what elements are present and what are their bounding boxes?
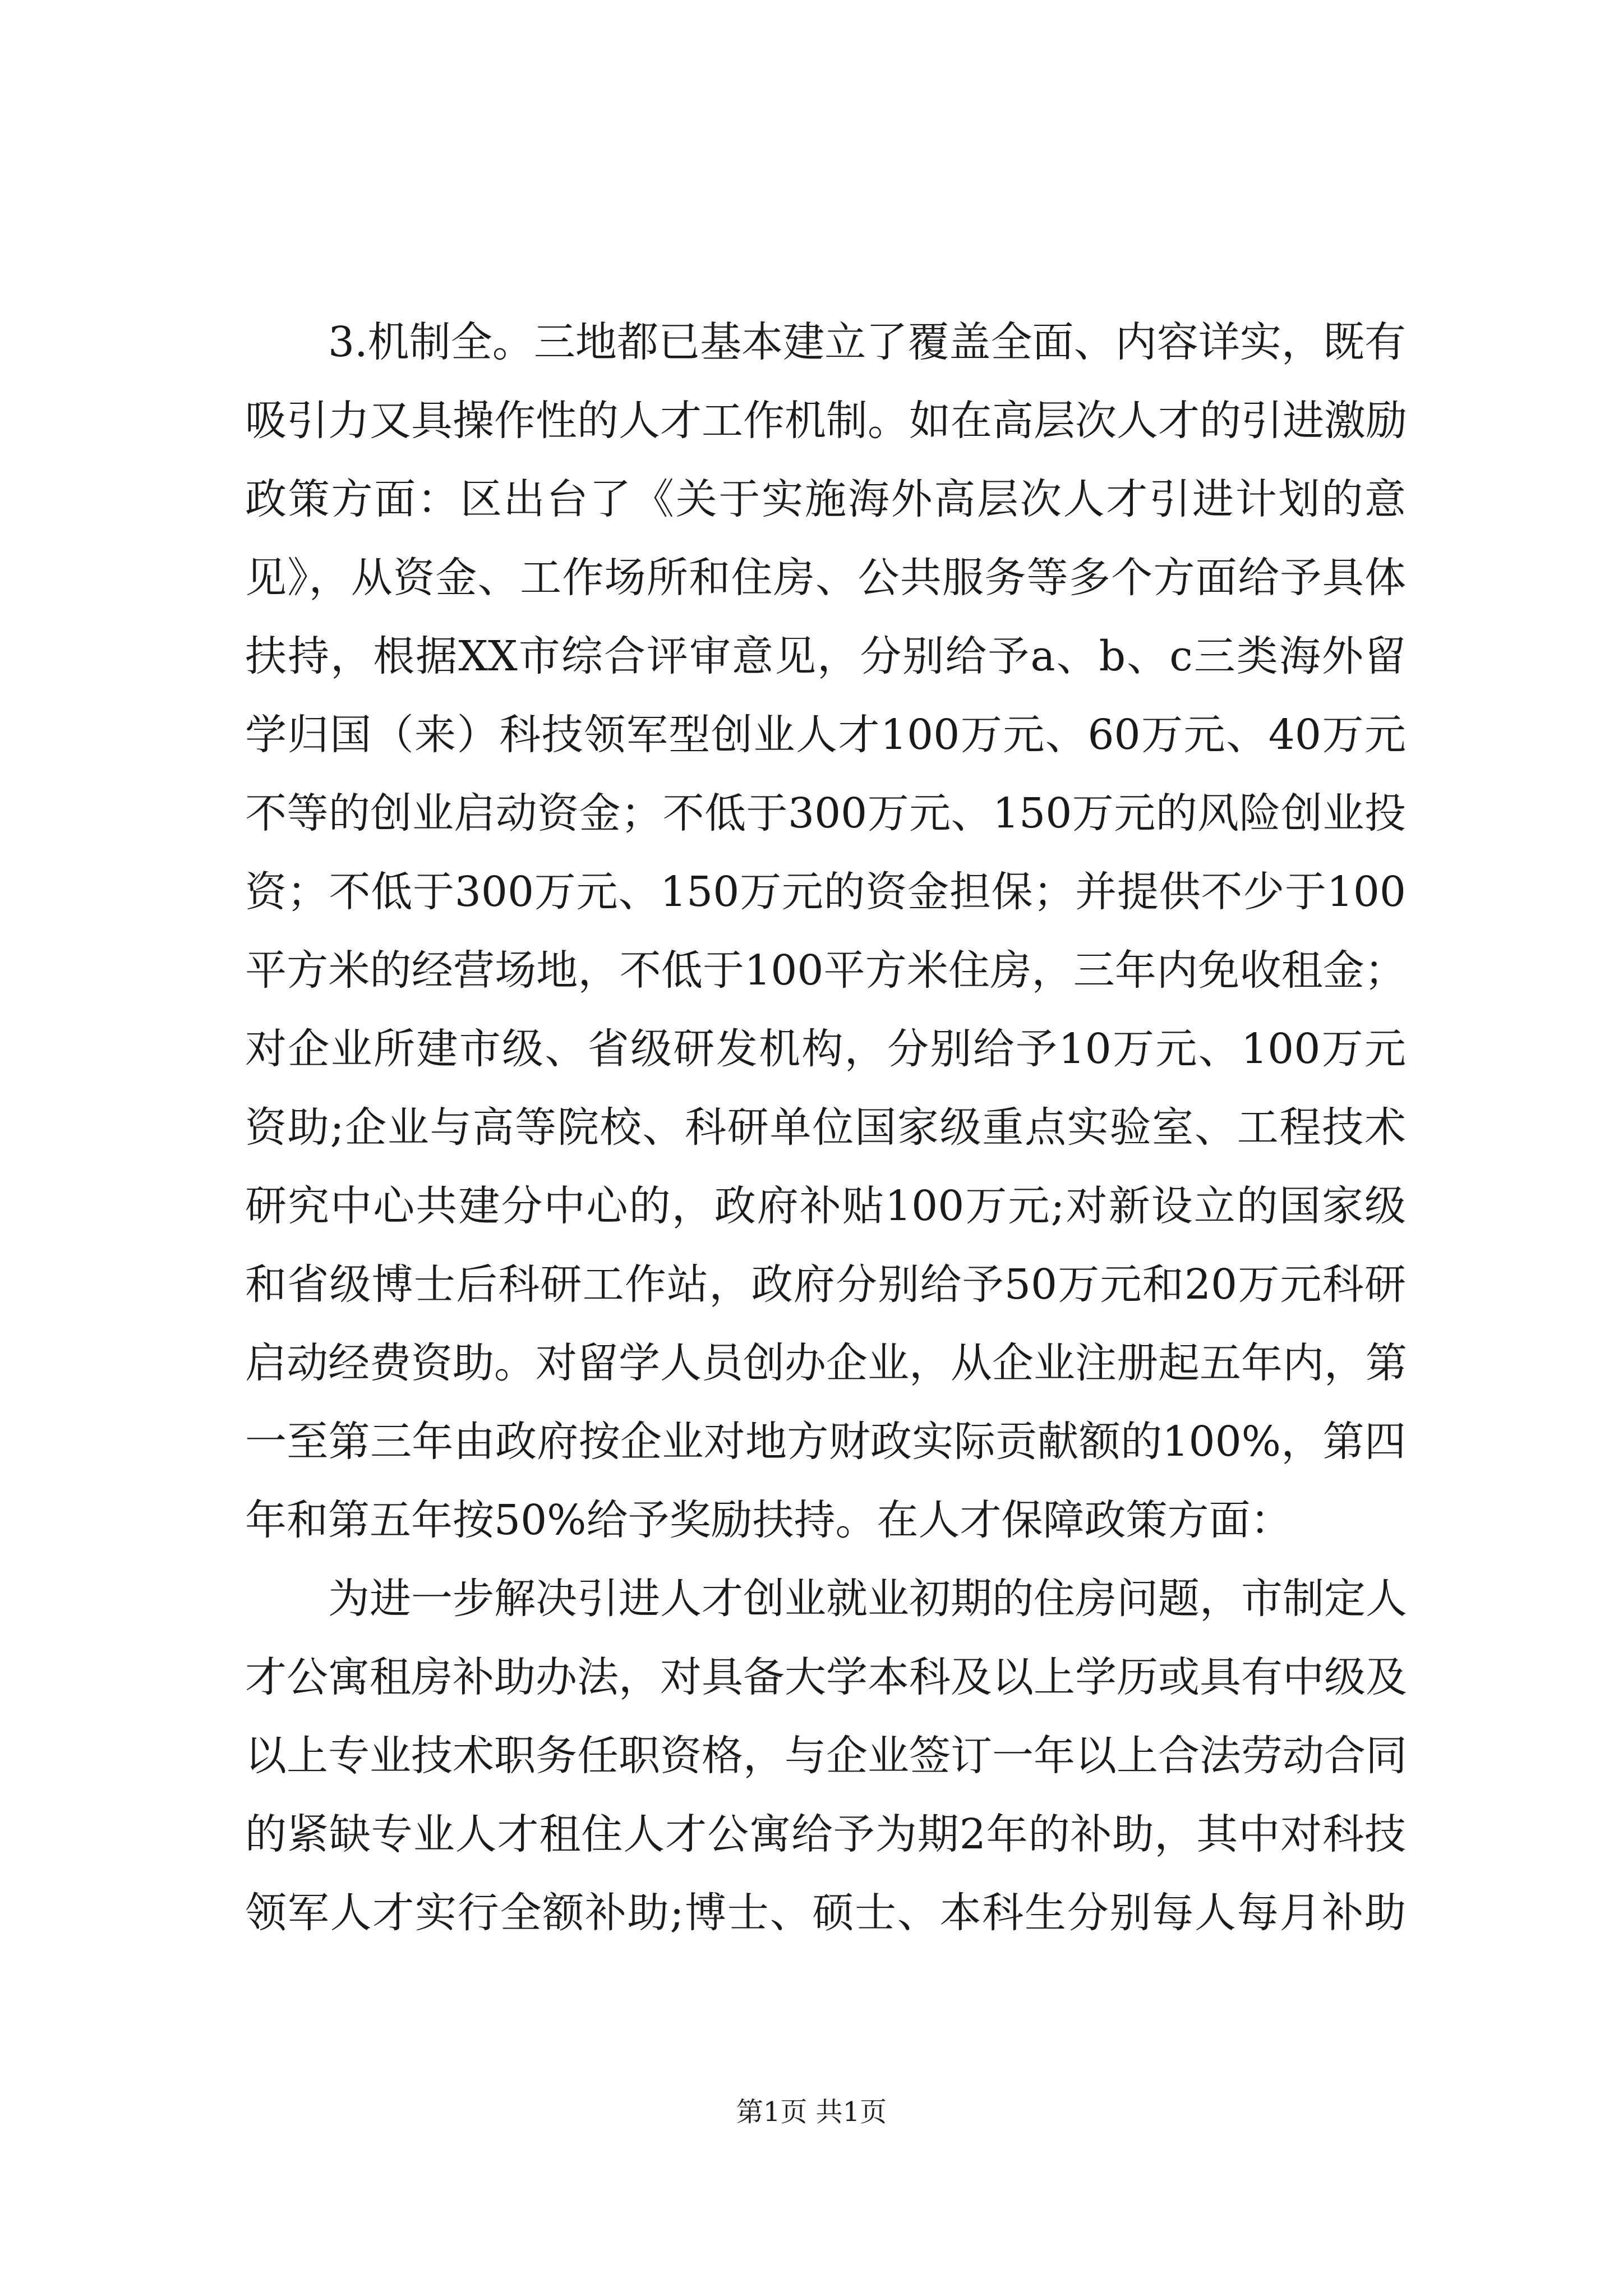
paragraph-line: 研究中心共建分中心的，政府补贴100万元;对新设立的国家级 [245, 1182, 1406, 1230]
paragraph-line: 才公寓租房补助办法，对具备大学本科及以上学历或具有中级及 [245, 1653, 1407, 1701]
paragraph-line: 见》，从资金、工作场所和住房、公共服务等多个方面给予具体 [245, 554, 1406, 602]
page-number-label: 第1页 共1页 [736, 2096, 887, 2128]
page-footer [0, 2095, 1623, 2129]
paragraph-line: 学归国（来）科技领军型创业人才100万元、60万元、40万元 [245, 711, 1406, 759]
paragraph-line: 平方米的经营场地，不低于100平方米住房，三年内免收租金； [245, 946, 1406, 995]
paragraph-line: 领军人才实行全额补助;博士、硕士、本科生分别每人每月补助 [245, 1889, 1406, 1937]
paragraph-line: 资；不低于300万元、150万元的资金担保；并提供不少于100 [245, 868, 1406, 916]
paragraph-line: 以上专业技术职务任职资格，与企业签订一年以上合法劳动合同 [245, 1732, 1407, 1780]
paragraph-line: 启动经费资助。对留学人员创办企业，从企业注册起五年内，第 [245, 1339, 1407, 1387]
paragraph-line: 为进一步解决引进人才创业就业初期的住房问题，市制定人 [328, 1575, 1407, 1623]
paragraph-line: 和省级博士后科研工作站，政府分别给予50万元和20万元科研 [245, 1260, 1406, 1309]
paragraph-line: 扶持，根据XX市综合评审意见，分别给予a、b、c三类海外留 [245, 632, 1406, 680]
paragraph-line: 资助;企业与高等院校、科研单位国家级重点实验室、工程技术 [245, 1103, 1406, 1152]
paragraph-line: 一至第三年由政府按企业对地方财政实际贡献额的100%，第四 [245, 1418, 1406, 1466]
paragraph-line: 年和第五年按50%给予奖励扶持。在人才保障政策方面： [245, 1496, 1292, 1544]
paragraph-line: 3.机制全。三地都已基本建立了覆盖全面、内容详实，既有 [328, 318, 1406, 366]
paragraph-line: 的紧缺专业人才租住人才公寓给予为期2年的补助，其中对科技 [245, 1810, 1406, 1858]
paragraph-line: 吸引力又具操作性的人才工作机制。如在高层次人才的引进激励 [245, 397, 1407, 445]
body-text [245, 303, 1406, 1952]
paragraph-line: 政策方面：区出台了《关于实施海外高层次人才引进计划的意 [245, 475, 1406, 523]
paragraph-line: 对企业所建市级、省级研发机构，分别给予10万元、100万元 [245, 1025, 1406, 1073]
paragraph-line: 不等的创业启动资金；不低于300万元、150万元的风险创业投 [245, 789, 1406, 838]
